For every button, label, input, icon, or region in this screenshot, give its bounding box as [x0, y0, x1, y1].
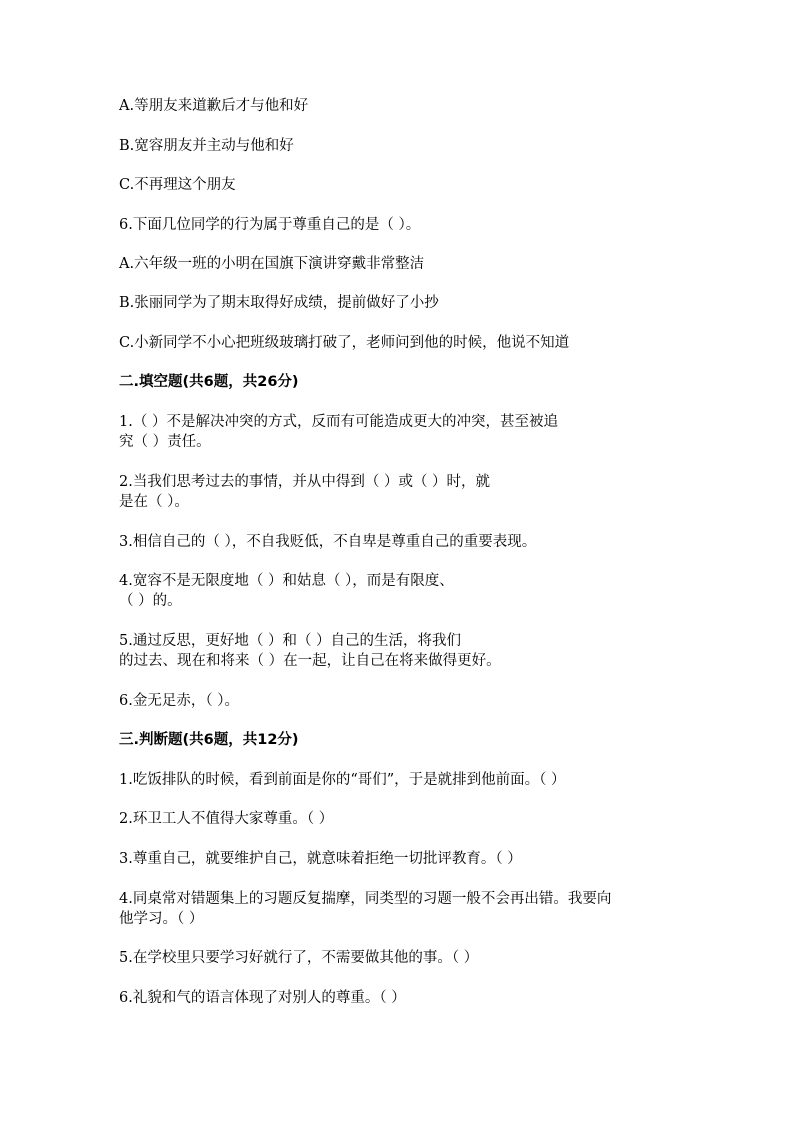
question-6-option-c: C.小新同学不小心把班级玻璃打破了，老师问到他的时候，他说不知道 [119, 335, 570, 351]
fill-q3: 3.相信自己的（ ），不自我贬低，不自卑是尊重自己的重要表现。 [119, 534, 537, 550]
judge-q1: 1.吃饭排队的时候，看到前面是你的“哥们”，于是就排到他前面。（ ） [119, 772, 566, 788]
fill-q2-line2: 是在（ ）。 [119, 494, 189, 510]
fill-blank-section-heading: 二.填空题(共6题，共26分) [119, 374, 299, 390]
fill-q4-line1: 4.宽容不是无限度地（ ）和姑息（ ），而是有限度、 [119, 573, 454, 589]
option-a: A.等朋友来道歉后才与他和好 [119, 98, 309, 114]
fill-q5-line1: 5.通过反思，更好地（ ）和（ ）自己的生活，将我们 [119, 633, 462, 649]
judge-q6: 6.礼貌和气的语言体现了对别人的尊重。（ ） [119, 990, 406, 1006]
question-6-option-b: B.张丽同学为了期末取得好成绩，提前做好了小抄 [119, 295, 439, 311]
fill-q1-line2: 究（ ）责任。 [119, 434, 211, 450]
fill-q5-line2: 的过去、现在和将来（ ）在一起，让自己在将来做得更好。 [119, 653, 501, 669]
judge-q4-line1: 4.同桌常对错题集上的习题反复揣摩，同类型的习题一般不会再出错。我要向 [119, 891, 612, 907]
question-6-option-a: A.六年级一班的小明在国旗下演讲穿戴非常整洁 [119, 256, 425, 272]
fill-q1-line1: 1.（ ）不是解决冲突的方式，反而有可能造成更大的冲突，甚至被追 [119, 414, 558, 430]
judge-q5: 5.在学校里只要学习好就行了，不需要做其他的事。（ ） [119, 950, 479, 966]
fill-q2-line1: 2.当我们思考过去的事情，并从中得到（ ）或（ ）时，就 [119, 474, 491, 490]
question-6-stem: 6.下面几位同学的行为属于尊重自己的是（ ）。 [119, 217, 421, 233]
judge-q3: 3.尊重自己，就要维护自己，就意味着拒绝一切批评教育。（ ） [119, 851, 522, 867]
option-c: C.不再理这个朋友 [119, 177, 236, 193]
fill-q4-line2: （ ）的。 [119, 593, 182, 609]
judge-section-heading: 三.判断题(共6题，共12分) [119, 732, 299, 748]
judge-q4-line2: 他学习。（ ） [119, 911, 204, 927]
judge-q2: 2.环卫工人不值得大家尊重。（ ） [119, 811, 334, 827]
option-b: B.宽容朋友并主动与他和好 [119, 138, 294, 154]
fill-q6: 6.金无足赤，（ ）。 [119, 693, 239, 709]
